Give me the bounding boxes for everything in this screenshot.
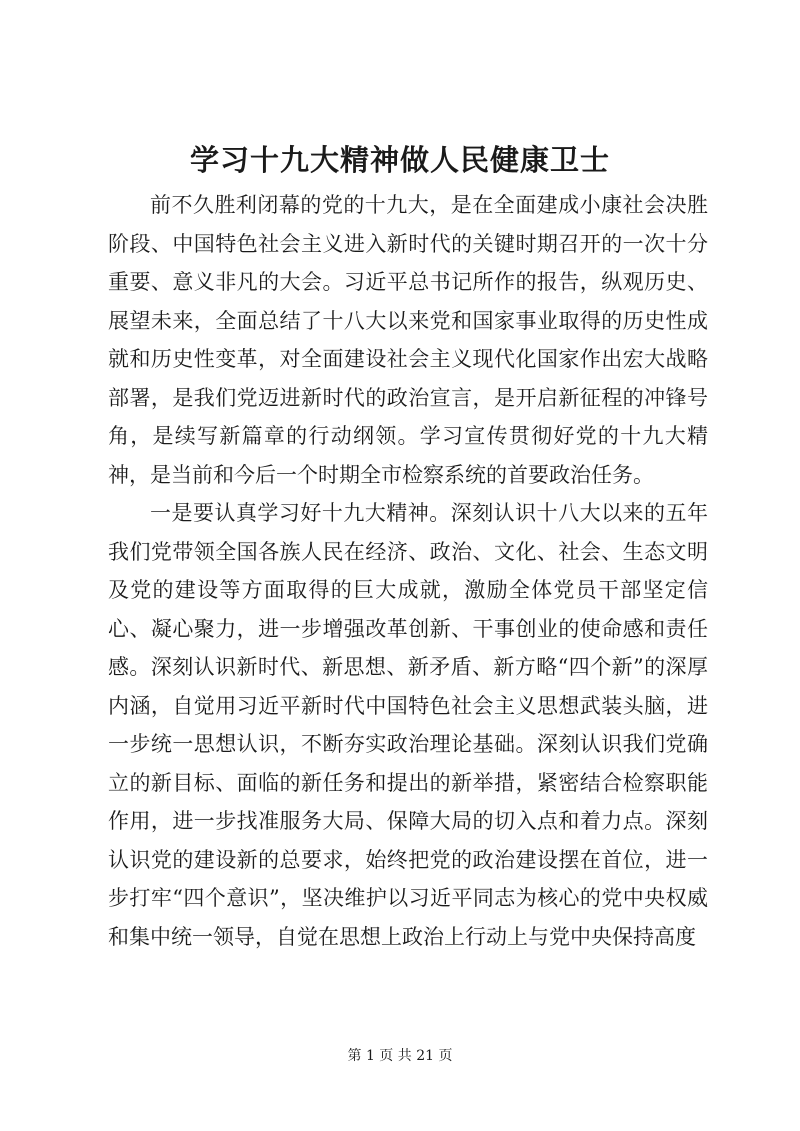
paragraph-1: 前不久胜利闭幕的党的十九大，是在全面建成小康社会决胜阶段、中国特色社会主义进入新时代的关键时期召开的一次十分重要、意义非凡的大会。习近平总书记所作的报告，纵观历史、展望未来，全面总结了十八大以来党和国家事业取得的历史性成就和历史性变革，对全面建设社会主义现代化国家作出宏大战略部署，是我们党迈进新时代的政治宣言，是开启新征程的冲锋号角，是续写新篇章的行动纲领。学习宣传贯彻好党的十九大精神，是当前和今后一个时期全市检察系统的首要政治任务。 [108,193,708,487]
document-title: 学习十九大精神做人民健康卫士 [189,143,610,177]
paragraph-2: 一是要认真学习好十九大精神。深刻认识十八大以来的五年我们党带领全国各族人民在经济、政治、文化、社会、生态文明及党的建设等方面取得的巨大成就，激励全体党员干部坚定信心、凝心聚力，进一步增强改革创新、干事创业的使命感和责任感。深刻认识新时代、新思想、新矛盾、新方略“四个新”的深厚内涵，自觉用习近平新时代中国特色社会主义思想武装头脑，进一步统一思想认识，不断夯实政治理论基础。深刻认识我们党确立的新目标、面临的新任务和提出的新举措，紧密结合检察职能作用，进一步找准服务大局、保障大局的切入点和着力点。深刻认识党的建设新的总要求，始终把党的政治建设摆在首位，进一步打牢“四个意识”，坚决维护以习近平同志为核心的党中央权威和集中统一领导，自觉在思想上政治上行动上与党中央保持高度 [108,501,708,949]
page-number: 第 1 页 共 21 页 [347,1048,453,1064]
document-body [108,186,708,956]
